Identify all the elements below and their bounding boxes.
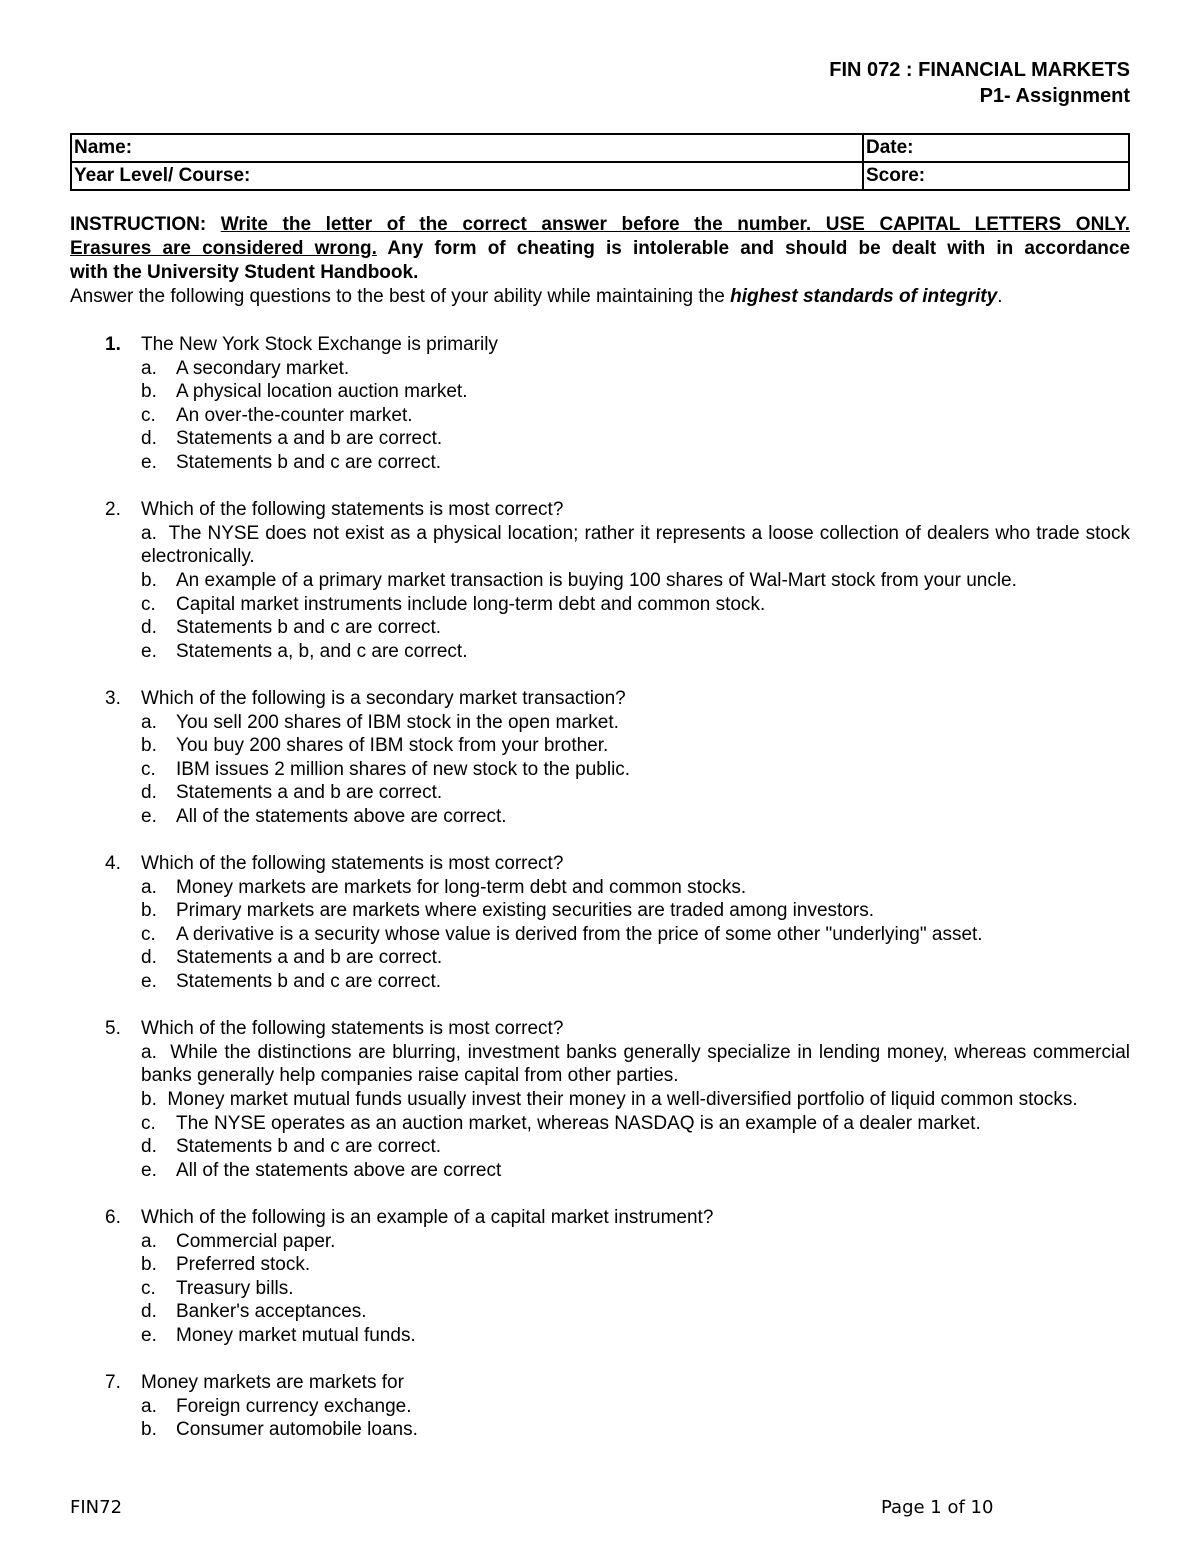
option: e. All of the statements above are correct [141, 1159, 502, 1181]
instruction-block [70, 213, 1130, 309]
info-row [71, 134, 1129, 162]
document-header [829, 57, 1130, 109]
option: a. While the distinctions are blurring, investment banks generally specialize in lending money, whereas commercial banks generally help companies raise capital from other parties. [141, 1041, 1131, 1087]
answer-note: Answer the following questions to the best of your ability while maintaining the highest standards of integrity. [70, 286, 1003, 307]
question-number: 6. [105, 1206, 121, 1228]
option: b. Money market mutual funds usually invest their money in a well-diversified portfolio of liquid common stocks. [141, 1089, 1078, 1110]
option: b. A physical location auction market. [141, 381, 468, 403]
option: a. Commercial paper. [141, 1230, 336, 1252]
option: d. Statements b and c are correct. [141, 617, 442, 639]
option: b. You buy 200 shares of IBM stock from your brother. [141, 735, 609, 757]
question-2 [105, 498, 1130, 663]
option: e. All of the statements above are correct. [141, 805, 507, 827]
question-text: Which of the following statements is most correct? [141, 1018, 564, 1040]
question-6 [105, 1206, 1130, 1348]
option: d. Banker's acceptances. [141, 1301, 367, 1323]
option: c. An over-the-counter market. [141, 404, 413, 426]
option: c. A derivative is a security whose value is derived from the price of some other "underlying" asset. [141, 923, 983, 945]
handbook-note: with the University Student Handbook. [70, 262, 419, 283]
option: a. A secondary market. [141, 357, 350, 379]
option: a. Money markets are markets for long-term debt and common stocks. [141, 876, 747, 898]
option: b. Consumer automobile loans. [141, 1419, 418, 1441]
question-number: 2. [105, 499, 121, 521]
instruction-underlined: Write the letter of the correct answer before the number. USE CAPITAL LETTERS ONLY. [220, 214, 1130, 235]
course-title: FIN 072 : FINANCIAL MARKETS [829, 59, 1130, 81]
question-number: 3. [105, 687, 121, 709]
option: e. Money market mutual funds. [141, 1324, 416, 1346]
question-number: 5. [105, 1018, 121, 1040]
question-text: Money markets are markets for [141, 1372, 404, 1394]
option: a. The NYSE does not exist as a physical location; rather it represents a loose collection of dealers who trade stock electronically. [141, 522, 1130, 568]
option: b. Primary markets are markets where existing securities are traded among investors. [141, 900, 874, 922]
instruction-label: INSTRUCTION: [70, 214, 207, 235]
option: c. Treasury bills. [141, 1277, 294, 1299]
question-1 [105, 333, 1130, 475]
instruction-line [70, 213, 1130, 237]
option: b. Preferred stock. [141, 1254, 311, 1276]
score-field: Score: [863, 162, 1129, 190]
cheating-note: Any form of cheating is intolerable and should be dealt with in accordance [387, 238, 1131, 259]
date-field: Date: [863, 134, 1129, 162]
question-text: Which of the following is a secondary market transaction? [141, 687, 626, 709]
name-field: Name: [71, 134, 863, 162]
option: c. The NYSE operates as an auction market, whereas NASDAQ is an example of a dealer market. [141, 1112, 981, 1134]
option: e. Statements a, b, and c are correct. [141, 640, 468, 662]
option: d. Statements a and b are correct. [141, 782, 443, 804]
question-text: The New York Stock Exchange is primarily [141, 334, 498, 355]
question-3 [105, 687, 1130, 829]
question-4 [105, 852, 1130, 994]
option: a. You sell 200 shares of IBM stock in the open market. [141, 711, 619, 733]
option: d. Statements b and c are correct. [141, 1136, 442, 1158]
assignment-subtitle: P1- Assignment [979, 85, 1130, 107]
instruction-line [70, 237, 1130, 261]
footer-course-code: FIN72 [70, 1497, 123, 1518]
option: b. An example of a primary market transaction is buying 100 shares of Wal-Mart stock from your uncle. [141, 569, 1017, 591]
page-number: Page 1 of 10 [881, 1497, 994, 1518]
question-number: 1. [105, 334, 121, 355]
question-number: 4. [105, 853, 121, 875]
option: e. Statements b and c are correct. [141, 451, 442, 473]
question-list [105, 333, 1130, 1466]
option: c. Capital market instruments include long-term debt and common stock. [141, 593, 766, 615]
question-text: Which of the following statements is most correct? [141, 853, 564, 875]
option: d. Statements a and b are correct. [141, 428, 443, 450]
question-5 [105, 1017, 1130, 1182]
info-row [71, 162, 1129, 190]
option: c. IBM issues 2 million shares of new stock to the public. [141, 758, 631, 780]
year-course-field: Year Level/ Course: [71, 162, 863, 190]
option: a. Foreign currency exchange. [141, 1395, 412, 1417]
option: d. Statements a and b are correct. [141, 947, 443, 969]
question-number: 7. [105, 1372, 121, 1394]
question-7 [105, 1371, 1130, 1442]
erasures-note: Erasures are considered wrong. [70, 238, 377, 259]
question-text: Which of the following statements is most correct? [141, 499, 564, 521]
question-text: Which of the following is an example of a capital market instrument? [141, 1206, 714, 1228]
integrity-emphasis: highest standards of integrity [730, 286, 998, 307]
option: e. Statements b and c are correct. [141, 971, 442, 993]
student-info-table [70, 133, 1130, 191]
